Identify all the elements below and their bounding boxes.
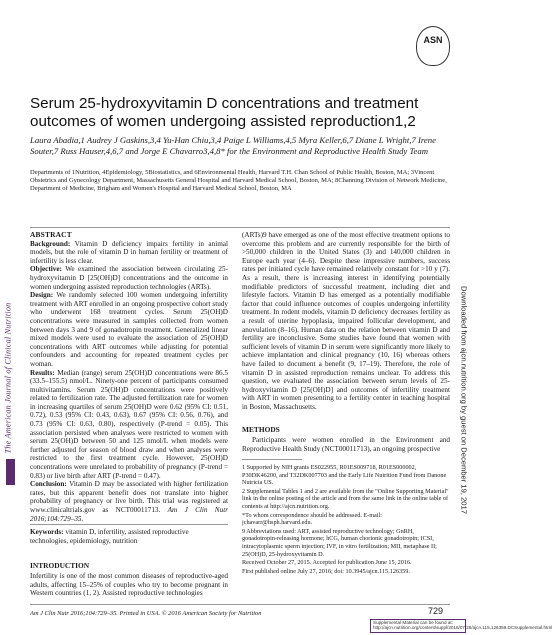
download-note-text: Downloaded from ajcn.nutrition.org by guest on December 19, 2017 bbox=[459, 286, 469, 514]
footnote-rule bbox=[242, 459, 302, 460]
background-label: Background: bbox=[30, 239, 71, 248]
keywords-label: Keywords: bbox=[30, 528, 64, 536]
footnote: First published online July 27, 2016; doi: 10.3945/ajcn.115.126359. bbox=[242, 567, 410, 575]
footnote: *To whom correspondence should be addressed. E-mail: jchavarr@hsph.harvard.edu. bbox=[242, 511, 382, 527]
abstract bbox=[30, 231, 228, 523]
right-column-text: (ARTs)9 have emerged as one of the most effective treatment options to overcome this problem and are currently responsible for the birth of >50,000 children in the United States (3) and 140,000 children in Europe each year (4–6). Despite these impressive numbers, success rates per initiated cycle have remained relatively constant for >10 y (7). As a result, there is increasing interest in identifying potentially modifiable predictors of successful treatment, including diet and lifestyle factors. Vitamin D has emerged as a potentially modifiable factor that could influence outcomes of couples undergoing infertility treatment. In rodent models, vitamin D deficiency decreases fertility as a result of uterine hypoplasia, impaired follicular development, and anovulation (8–16). Human data on the relation between vitamin D and fertility are inconclusive. Some studies have found that women with sufficient levels of vitamin D in serum were significantly more likely to achieve implantation and clinical pregnancy (10, 16) whereas others have failed to document a benefit (9, 17–19). Therefore, the role of vitamin D in assisted reproduction remains unclear. To address this question, we evaluated the association between serum levels of 25-hydroxyvitamin D [25(OH)D] and outcomes of infertility treatment with ART in women presenting to a fertility center in teaching hospital in Boston, Massachusetts. bbox=[242, 231, 450, 411]
objective-text: We examined the association between circulating 25-hydroxyvitamin D [25(OH)D] concentrations and the outcome in women undergoing assisted reproduction technologies (ARTs). bbox=[30, 265, 228, 291]
results-text: Median (range) serum 25(OH)D concentrations were 86.5 (33.5–155.5) nmol/L. Ninety-one percent of participants consumed multivitamins. Serum 25(OH)D concentrations were positively related to fertilization rate. The adjusted fertilization rate for women in increasing quartiles of serum 25(OH)D were 0.62 (95% CI: 0.51, 0.72), 0.53 (95% CI: 0.43, 0.63), 0.67 (95% CI: 0.56, 0.76), and 0.73 (95% CI: 0.63, 0.80), respectively (P-trend = 0.05). This association persisted when analyses were restricted to women with serum 25(OH)D between 50 and 125 nmol/L when models were further adjusted for season of blood draw and when analyses were restricted to the first treatment cycle. However, 25(OH)D concentrations were unrelated to probability of pregnancy (P-trend = 0.83) or live birth after ART (P-trend = 0.47). bbox=[30, 368, 228, 480]
objective-label: Objective: bbox=[30, 265, 62, 274]
asn-logo-text: ASN bbox=[423, 35, 443, 45]
keywords-text: vitamin D, infertility, assisted reproductive technologies, epidemiology, nutrition bbox=[30, 528, 189, 545]
abstract-citation: Am J Clin Nutr 2016;104:729–35. bbox=[30, 506, 228, 523]
abstract-conclusion bbox=[30, 480, 228, 523]
header-rule bbox=[30, 227, 450, 228]
methods-text: Participants were women enrolled in the Environment and Reproductive Health Study (NCT00011713), an ongoing prospective bbox=[242, 436, 450, 453]
intro-heading: INTRODUCTION bbox=[30, 561, 90, 570]
keywords-rule bbox=[30, 524, 228, 525]
article-title: Serum 25-hydroxyvitamin D concentrations and treatment outcomes of women undergoing assisted reproduction1,2 bbox=[30, 95, 419, 130]
footer-citation: Am J Clin Nutr 2016;104:729–35. Printed in USA. © 2016 American Society for Nutrition bbox=[30, 610, 262, 617]
abstract-background bbox=[30, 240, 228, 266]
journal-logo bbox=[6, 459, 15, 485]
conclusion-label: Conclusion: bbox=[30, 480, 67, 489]
abstract-design bbox=[30, 291, 228, 368]
keywords bbox=[30, 528, 228, 545]
page-number: 729 bbox=[428, 606, 444, 616]
results-label: Results: bbox=[30, 368, 55, 377]
design-text: We randomly selected 100 women undergoing infertility treatment with ART enrolled in an ongoing prospective cohort study who underwent 168 treatment cycles. Serum 25(OH)D concentrations were measured in samples collected from women between days 3 and 9 of gonadotropin treatment. Generalized linear mixed models were used to evaluate the association of 25(OH)D concentrations with ART outcomes while adjusting for potential confounders and accounting for repeated treatment cycles per woman. bbox=[30, 291, 228, 368]
download-note bbox=[458, 220, 470, 580]
footnotes bbox=[242, 464, 450, 576]
journal-name-text: The American Journal of Clinical Nutrition bbox=[3, 302, 13, 454]
intro-text: Infertility is one of the most common diseases of reproductive-aged adults, affecting 15–25% of couples who try to become pregnant in Western countries (1, 2). Assisted reproductive technologies bbox=[30, 572, 228, 598]
background-text: Vitamin D deficiency impairs fertility in animal models, but the role of vitamin D in human fertility or treatment of infertility is less clear. bbox=[30, 239, 228, 265]
footnote: 9 Abbreviations used: ART, assisted reproductive technology; GnRH, gonadotropin-releasing hormone; hCG, human chorionic gonadotropin; ICSI, intracytoplasmic sperm injection; IVF, in vitro fertilization; MII, metaphase II; 25(OH)D, 25-hydroxyvitamin D. bbox=[242, 527, 437, 558]
footnote: 2 Supplemental Tables 1 and 2 are available from the "Online Supporting Material" link in the online posting of the article and from the same link in the online table of contents at http://ajcn.nutrition.org. bbox=[242, 487, 449, 510]
author-list: Laura Abadia,1 Audrey J Gaskins,3,4 Yu-Han Chiu,3,4 Paige L Williams,4,5 Myra Keller,6,7 Diane L Wright,7 Irene Souter,7 Russ Hauser,4,6,7 and Jorge E Chavarro3,4,8* for the Environment and Reproductive Health Study Team bbox=[30, 135, 436, 156]
conclusion-text: Vitamin D may be associated with higher fertilization rates, but this apparent benefit does not translate into higher probability of pregnancy or live birth. This trial was registered at www.clinicaltrials.gov as NCT00011713. bbox=[30, 480, 228, 514]
affiliations: Departments of 1Nutrition, 4Epidemiology, 5Biostatistics, and 6Environmental Health, Harvard T.H. Chan School of Public Health, Boston, MA; 3Vincent Obstetrics and Gynecology Department, Massachusetts General Hospital and Harvard Medical School, Boston, MA; 8Channing Division of Network Medicine, Department of Medicine, Brigham and Women's Hospital and Harvard Medical School, Boston, MA bbox=[30, 169, 447, 192]
design-label: Design: bbox=[30, 291, 54, 300]
abstract-objective bbox=[30, 265, 228, 291]
footer-rule bbox=[30, 604, 450, 605]
abstract-results bbox=[30, 369, 228, 481]
footnote: Received October 27, 2015. Accepted for publication June 15, 2016. bbox=[242, 559, 412, 567]
abstract-heading: ABSTRACT bbox=[30, 230, 72, 239]
methods-heading: METHODS bbox=[242, 425, 280, 434]
asn-logo bbox=[416, 26, 450, 66]
footnote: 1 Supported by NIH grants ES022955, R01ES009718, R01ES000002, P30DK46200, and T32DK007703 and the Early Life Nutrition Fund from Danone Nutricia US. bbox=[242, 464, 447, 487]
supplemental-note[interactable]: Supplemental Material can be found at: http://ajcn.nutrition.org/content/suppl/2016/07/26/ajcn.115.126359.DCSupplemental.html bbox=[370, 619, 466, 633]
